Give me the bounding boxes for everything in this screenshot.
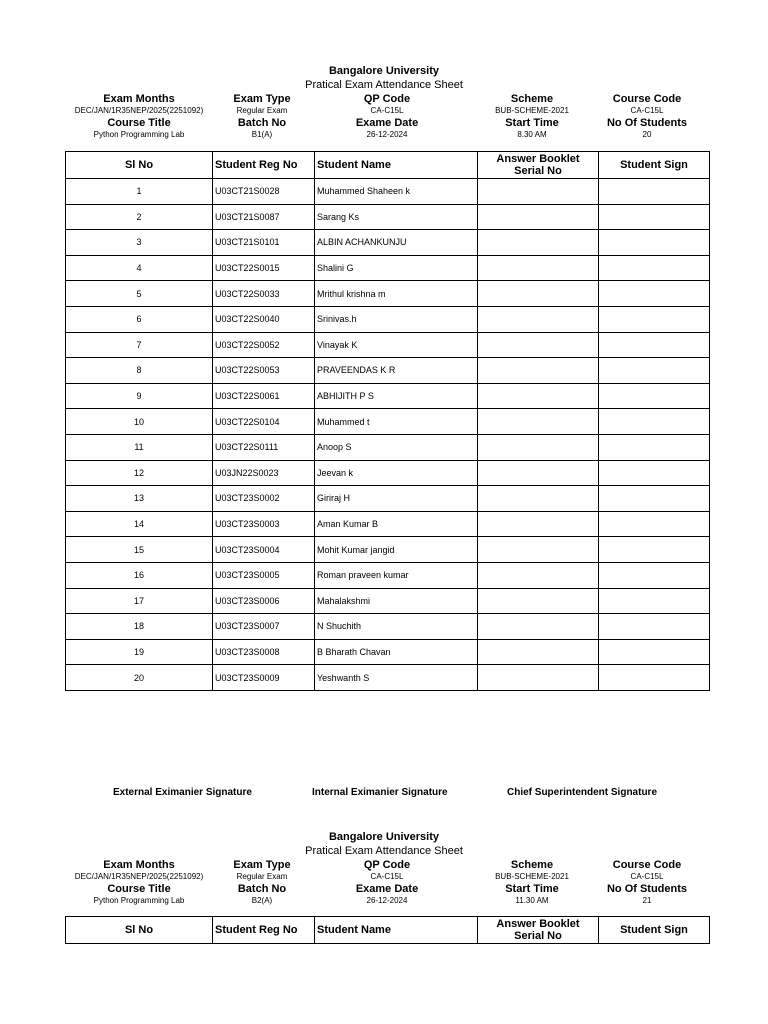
student-sign-cell[interactable] xyxy=(599,537,710,563)
batch-no-label: Batch No xyxy=(237,883,287,895)
course-code-value: CA-C15L xyxy=(630,872,664,881)
student-name-cell: Muhammed t xyxy=(315,409,478,435)
answer-booklet-cell[interactable] xyxy=(478,306,599,332)
meta-col-exam-months xyxy=(60,859,218,907)
table-row xyxy=(66,255,710,281)
col-header-sl-no: Sl No xyxy=(66,917,213,944)
table-row xyxy=(66,665,710,691)
answer-booklet-cell[interactable] xyxy=(478,460,599,486)
table-row xyxy=(66,306,710,332)
col-header-student-sign: Student Sign xyxy=(599,152,710,179)
reg-no-cell: U03CT22S0104 xyxy=(213,409,315,435)
answer-booklet-cell[interactable] xyxy=(478,281,599,307)
reg-no-cell: U03CT23S0003 xyxy=(213,511,315,537)
answer-booklet-cell[interactable] xyxy=(478,255,599,281)
sl-no-cell: 4 xyxy=(66,255,213,281)
start-time-label: Start Time xyxy=(505,883,559,895)
exam-meta xyxy=(0,859,768,907)
student-name-cell: Anoop S xyxy=(315,434,478,460)
answer-booklet-cell[interactable] xyxy=(478,639,599,665)
start-time-value: 8.30 AM xyxy=(517,130,547,139)
qp-code-label: QP Code xyxy=(363,859,411,871)
exam-type-value: Regular Exam xyxy=(236,106,288,115)
student-sign-cell[interactable] xyxy=(599,255,710,281)
course-code-label: Course Code xyxy=(612,93,682,105)
booklet-header-line2: Serial No xyxy=(514,930,562,942)
answer-booklet-cell[interactable] xyxy=(478,358,599,384)
start-time-label: Start Time xyxy=(505,117,559,129)
no-of-students-label: No Of Students xyxy=(606,117,688,129)
table-header-row xyxy=(66,152,710,179)
table-row xyxy=(66,511,710,537)
sl-no-cell: 7 xyxy=(66,332,213,358)
exam-date-value: 26-12-2024 xyxy=(366,896,408,905)
reg-no-cell: U03CT23S0009 xyxy=(213,665,315,691)
student-sign-cell[interactable] xyxy=(599,306,710,332)
scheme-value: BUB-SCHEME-2021 xyxy=(495,872,569,881)
col-header-student-name: Student Name xyxy=(315,917,478,944)
sl-no-cell: 14 xyxy=(66,511,213,537)
reg-no-cell: U03CT23S0002 xyxy=(213,486,315,512)
attendance-sheet-1 xyxy=(0,64,768,683)
table-row xyxy=(66,204,710,230)
student-name-cell: Giriraj H xyxy=(315,486,478,512)
no-of-students-value: 20 xyxy=(642,130,652,139)
exam-date-label: Exame Date xyxy=(355,883,419,895)
sl-no-cell: 9 xyxy=(66,383,213,409)
exam-type-label: Exam Type xyxy=(233,859,291,871)
sl-no-cell: 13 xyxy=(66,486,213,512)
scheme-value: BUB-SCHEME-2021 xyxy=(495,106,569,115)
table-row xyxy=(66,614,710,640)
meta-col-qp-code xyxy=(342,93,432,141)
meta-col-scheme xyxy=(482,859,582,907)
sl-no-cell: 15 xyxy=(66,537,213,563)
reg-no-cell: U03CT22S0053 xyxy=(213,358,315,384)
table-row xyxy=(66,179,710,205)
student-name-cell: ABHIJITH P S xyxy=(315,383,478,409)
no-of-students-value: 21 xyxy=(642,896,652,905)
answer-booklet-cell[interactable] xyxy=(478,511,599,537)
answer-booklet-cell[interactable] xyxy=(478,409,599,435)
student-sign-cell[interactable] xyxy=(599,588,710,614)
booklet-header-line1: Answer Booklet xyxy=(496,918,580,930)
reg-no-cell: U03CT21S0028 xyxy=(213,179,315,205)
table-row xyxy=(66,281,710,307)
student-sign-cell[interactable] xyxy=(599,409,710,435)
meta-col-exam-type xyxy=(212,859,312,907)
meta-col-exam-months xyxy=(60,93,218,141)
answer-booklet-cell[interactable] xyxy=(478,665,599,691)
answer-booklet-cell[interactable] xyxy=(478,614,599,640)
qp-code-value: CA-C15L xyxy=(370,106,404,115)
sl-no-cell: 1 xyxy=(66,179,213,205)
answer-booklet-cell[interactable] xyxy=(478,562,599,588)
sl-no-cell: 2 xyxy=(66,204,213,230)
student-name-cell: Muhammed Shaheen k xyxy=(315,179,478,205)
student-name-cell: Vinayak K xyxy=(315,332,478,358)
exam-months-value: DEC/JAN/1R35NEP/2025(2251092) xyxy=(74,872,204,881)
student-name-cell: N Shuchith xyxy=(315,614,478,640)
signature-row xyxy=(0,787,768,801)
table-row xyxy=(66,486,710,512)
start-time-value: 11.30 AM xyxy=(515,896,549,905)
exam-date-value: 26-12-2024 xyxy=(366,130,408,139)
attendance-table xyxy=(65,151,710,691)
table-row xyxy=(66,434,710,460)
col-header-reg-no: Student Reg No xyxy=(213,917,315,944)
reg-no-cell: U03CT22S0033 xyxy=(213,281,315,307)
answer-booklet-cell[interactable] xyxy=(478,230,599,256)
reg-no-cell: U03CT23S0004 xyxy=(213,537,315,563)
exam-months-label: Exam Months xyxy=(103,93,175,105)
student-name-cell: ALBIN ACHANKUNJU xyxy=(315,230,478,256)
university-name: Bangalore University xyxy=(328,831,440,843)
table-row xyxy=(66,639,710,665)
table-row xyxy=(66,332,710,358)
attendance-sheet-2 xyxy=(0,830,768,942)
student-name-cell: PRAVEENDAS K R xyxy=(315,358,478,384)
meta-col-course-code xyxy=(597,859,697,907)
student-sign-cell[interactable] xyxy=(599,281,710,307)
attendance-table xyxy=(65,916,710,944)
reg-no-cell: U03CT22S0040 xyxy=(213,306,315,332)
student-sign-cell[interactable] xyxy=(599,511,710,537)
university-name: Bangalore University xyxy=(328,65,440,77)
student-sign-cell[interactable] xyxy=(599,230,710,256)
external-examiner-signature: External Eximanier Signature xyxy=(113,787,252,798)
batch-no-label: Batch No xyxy=(237,117,287,129)
exam-date-label: Exame Date xyxy=(355,117,419,129)
sl-no-cell: 19 xyxy=(66,639,213,665)
course-title-label: Course Title xyxy=(107,117,171,129)
answer-booklet-cell[interactable] xyxy=(478,332,599,358)
exam-months-label: Exam Months xyxy=(103,859,175,871)
table-row xyxy=(66,409,710,435)
meta-col-qp-code xyxy=(342,859,432,907)
student-name-cell: Mohit Kumar jangid xyxy=(315,537,478,563)
scheme-label: Scheme xyxy=(510,93,554,105)
meta-col-exam-type xyxy=(212,93,312,141)
scheme-label: Scheme xyxy=(510,859,554,871)
reg-no-cell: U03CT23S0007 xyxy=(213,614,315,640)
sheet-subtitle: Pratical Exam Attendance Sheet xyxy=(305,845,463,857)
student-sign-cell[interactable] xyxy=(599,639,710,665)
student-name-cell: B Bharath Chavan xyxy=(315,639,478,665)
student-sign-cell[interactable] xyxy=(599,332,710,358)
sl-no-cell: 3 xyxy=(66,230,213,256)
student-sign-cell[interactable] xyxy=(599,179,710,205)
booklet-header-line1: Answer Booklet xyxy=(496,153,580,165)
student-sign-cell[interactable] xyxy=(599,358,710,384)
reg-no-cell: U03CT23S0005 xyxy=(213,562,315,588)
course-title-label: Course Title xyxy=(107,883,171,895)
sl-no-cell: 5 xyxy=(66,281,213,307)
meta-col-course-code xyxy=(597,93,697,141)
col-header-answer-booklet xyxy=(478,917,599,944)
no-of-students-label: No Of Students xyxy=(606,883,688,895)
qp-code-label: QP Code xyxy=(363,93,411,105)
table-row xyxy=(66,537,710,563)
sl-no-cell: 17 xyxy=(66,588,213,614)
answer-booklet-cell[interactable] xyxy=(478,434,599,460)
student-sign-cell[interactable] xyxy=(599,204,710,230)
batch-no-value: B1(A) xyxy=(251,130,273,139)
answer-booklet-cell[interactable] xyxy=(478,179,599,205)
student-sign-cell[interactable] xyxy=(599,665,710,691)
sl-no-cell: 20 xyxy=(66,665,213,691)
answer-booklet-cell[interactable] xyxy=(478,204,599,230)
qp-code-value: CA-C15L xyxy=(370,872,404,881)
student-sign-cell[interactable] xyxy=(599,460,710,486)
reg-no-cell: U03JN22S0023 xyxy=(213,460,315,486)
answer-booklet-cell[interactable] xyxy=(478,486,599,512)
reg-no-cell: U03CT23S0006 xyxy=(213,588,315,614)
exam-meta xyxy=(0,93,768,141)
meta-col-scheme xyxy=(482,93,582,141)
student-name-cell: Mrithul krishna m xyxy=(315,281,478,307)
student-name-cell: Jeevan k xyxy=(315,460,478,486)
batch-no-value: B2(A) xyxy=(251,896,273,905)
exam-type-label: Exam Type xyxy=(233,93,291,105)
student-name-cell: Srinivas.h xyxy=(315,306,478,332)
reg-no-cell: U03CT21S0101 xyxy=(213,230,315,256)
chief-superintendent-signature: Chief Superintendent Signature xyxy=(507,787,658,798)
answer-booklet-cell[interactable] xyxy=(478,537,599,563)
table-row xyxy=(66,588,710,614)
exam-type-value: Regular Exam xyxy=(236,872,288,881)
table-row xyxy=(66,230,710,256)
sl-no-cell: 6 xyxy=(66,306,213,332)
sheet-subtitle: Pratical Exam Attendance Sheet xyxy=(305,79,463,91)
course-title-value: Python Programming Lab xyxy=(93,130,185,139)
reg-no-cell: U03CT22S0111 xyxy=(213,434,315,460)
col-header-student-sign: Student Sign xyxy=(599,917,710,944)
internal-examiner-signature: Internal Eximanier Signature xyxy=(312,787,448,798)
student-name-cell: Roman praveen kumar xyxy=(315,562,478,588)
sl-no-cell: 10 xyxy=(66,409,213,435)
table-row xyxy=(66,383,710,409)
answer-booklet-cell[interactable] xyxy=(478,383,599,409)
sl-no-cell: 11 xyxy=(66,434,213,460)
student-name-cell: Sarang Ks xyxy=(315,204,478,230)
sl-no-cell: 8 xyxy=(66,358,213,384)
col-header-student-name: Student Name xyxy=(315,152,478,179)
attendance-rows xyxy=(66,179,710,691)
reg-no-cell: U03CT23S0008 xyxy=(213,639,315,665)
reg-no-cell: U03CT22S0052 xyxy=(213,332,315,358)
reg-no-cell: U03CT22S0061 xyxy=(213,383,315,409)
course-code-label: Course Code xyxy=(612,859,682,871)
course-code-value: CA-C15L xyxy=(630,106,664,115)
student-sign-cell[interactable] xyxy=(599,383,710,409)
student-sign-cell[interactable] xyxy=(599,562,710,588)
table-header-row xyxy=(66,917,710,944)
reg-no-cell: U03CT21S0087 xyxy=(213,204,315,230)
table-row xyxy=(66,358,710,384)
col-header-sl-no: Sl No xyxy=(66,152,213,179)
sl-no-cell: 16 xyxy=(66,562,213,588)
sl-no-cell: 18 xyxy=(66,614,213,640)
col-header-reg-no: Student Reg No xyxy=(213,152,315,179)
student-name-cell: Shalini G xyxy=(315,255,478,281)
course-title-value: Python Programming Lab xyxy=(93,896,185,905)
answer-booklet-cell[interactable] xyxy=(478,588,599,614)
student-name-cell: Mahalakshmi xyxy=(315,588,478,614)
student-sign-cell[interactable] xyxy=(599,614,710,640)
sl-no-cell: 12 xyxy=(66,460,213,486)
student-sign-cell[interactable] xyxy=(599,434,710,460)
student-sign-cell[interactable] xyxy=(599,486,710,512)
student-name-cell: Yeshwanth S xyxy=(315,665,478,691)
reg-no-cell: U03CT22S0015 xyxy=(213,255,315,281)
exam-months-value: DEC/JAN/1R35NEP/2025(2251092) xyxy=(74,106,204,115)
col-header-answer-booklet xyxy=(478,152,599,179)
booklet-header-line2: Serial No xyxy=(514,165,562,177)
table-row xyxy=(66,562,710,588)
table-row xyxy=(66,460,710,486)
student-name-cell: Aman Kumar B xyxy=(315,511,478,537)
